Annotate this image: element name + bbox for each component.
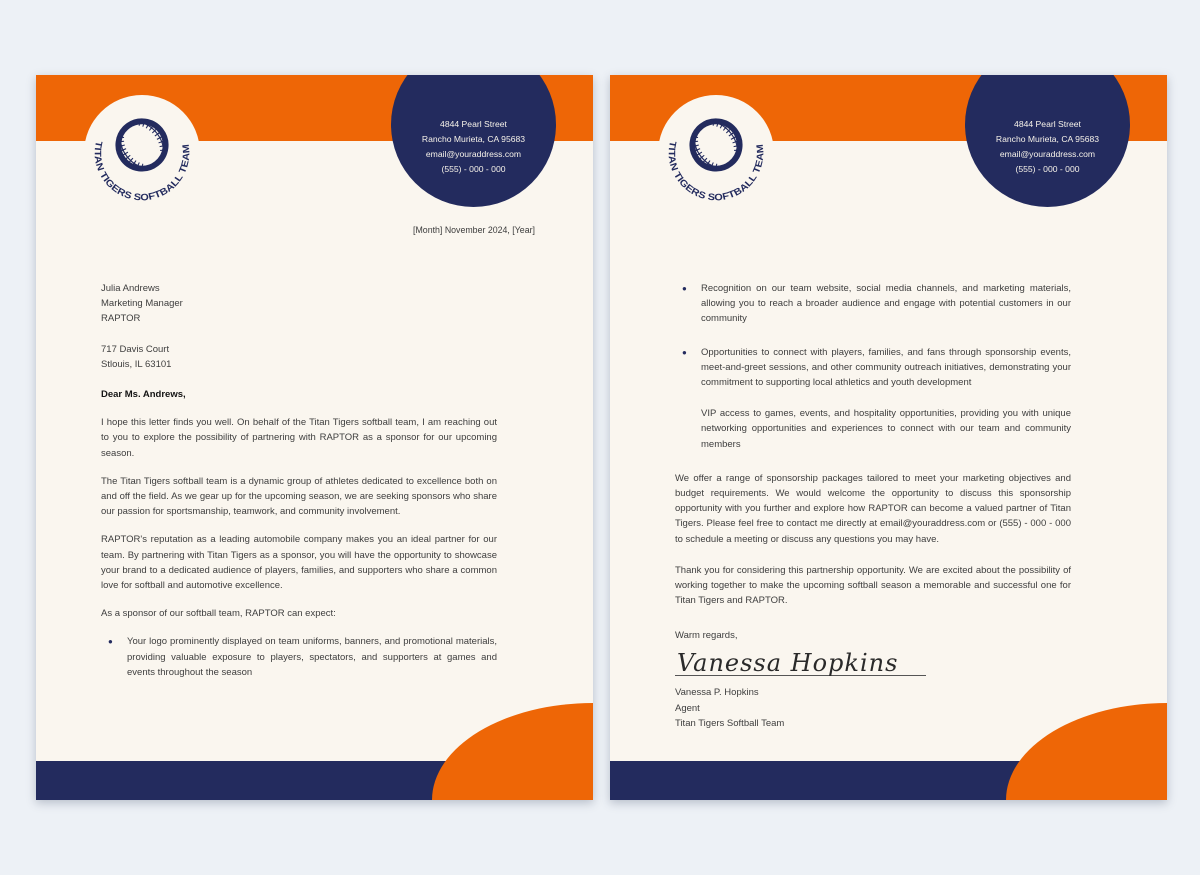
paragraph: As a sponsor of our softball team, RAPTOR can expect:	[101, 608, 336, 620]
bullet-item	[675, 281, 1071, 327]
paragraph: I hope this letter finds you well. On behalf of the Titan Tigers softball team, I am reaching out to you to explore the possibility of partnering with RAPTOR as a sponsor for our upcoming season.	[101, 417, 497, 459]
bullet-text: Recognition on our team website, social media channels, and marketing materials, allowing you to reach a broader audience and engage with potential customers in our community	[701, 283, 1071, 325]
recipient-city: Stlouis, IL 63101	[101, 358, 172, 370]
recipient-street: 717 Davis Court	[101, 343, 170, 355]
salutation: Dear Ms. Andrews,	[101, 389, 186, 401]
contact-email: email@youraddress.com	[425, 149, 522, 159]
team-logo-svg	[84, 95, 200, 211]
contact-street: 4844 Pearl Street	[440, 119, 507, 129]
team-logo-svg	[658, 95, 774, 211]
team-logo	[84, 95, 200, 211]
bullet-dot-icon: ●	[682, 347, 687, 357]
recipient-address-block	[101, 342, 497, 372]
signature-block	[675, 648, 1071, 733]
bullet-text: Opportunities to connect with players, families, and fans through sponsorship events, meet-and-greet sessions, and other community outreach initiatives, demonstrating your commitment to supporting local athletics and youth development	[701, 346, 1071, 389]
letter-page-1	[36, 75, 593, 800]
bullet-dot-icon: ●	[682, 284, 687, 293]
bullet-item	[101, 634, 497, 680]
letter-body-page-1	[101, 281, 497, 680]
logo-arc-text: TITAN TIGERS SOFTBALL TEAM	[92, 140, 192, 203]
paragraph: Thank you for considering this partnership opportunity. We are excited about the possibility of working together to make the upcoming softball season a memorable and successful one for Titan Tigers and RAPTOR.	[675, 564, 1071, 607]
bullet-dot-icon: ●	[108, 637, 113, 647]
recipient-name: Julia Andrews	[101, 283, 160, 294]
footer-orange-corner	[432, 703, 593, 800]
recipient-title: Marketing Manager	[101, 298, 183, 310]
signer-title: Agent	[675, 702, 700, 714]
paragraph: RAPTOR's reputation as a leading automobile company makes you an ideal partner for our team. By partnering with Titan Tigers as a sponsor, you will have the opportunity to showcase your brand to a dedicated audience of players, families, and supporters who share a common love for softball and automotive excellence.	[101, 534, 497, 592]
letter-date: [Month] November 2024, [Year]	[413, 225, 535, 235]
list-sub-item: VIP access to games, events, and hospitality opportunities, providing you with unique networking opportunities and experiences to connect with our team and community members	[701, 408, 1071, 450]
signer-org: Titan Tigers Softball Team	[675, 718, 785, 730]
contact-info-circle	[965, 75, 1130, 207]
letter-body-page-2	[675, 281, 1071, 732]
closing-line: Warm regards,	[675, 630, 738, 642]
handwritten-signature: Vanessa Hopkins	[675, 654, 926, 676]
signer-details	[675, 685, 1071, 732]
bullet-text: Your logo prominently displayed on team uniforms, banners, and promotional materials, providing valuable exposure to players, spectators, and supporters at games and events throughout the season	[127, 636, 497, 678]
recipient-block	[101, 281, 497, 327]
letter-page-2	[610, 75, 1167, 800]
contact-city: Rancho Murieta, CA 95683	[421, 134, 526, 144]
signer-name: Vanessa P. Hopkins	[675, 686, 759, 698]
logo-arc-text: TITAN TIGERS SOFTBALL TEAM	[666, 140, 766, 203]
team-logo	[658, 95, 774, 211]
bullet-item	[675, 345, 1071, 391]
paragraph: The Titan Tigers softball team is a dynamic group of athletes dedicated to excellence both on and off the field. As we gear up for the upcoming season, we are seeking sponsors who share our passion for sportsmanship, teamwork, and community involvement.	[101, 475, 497, 518]
recipient-company: RAPTOR	[101, 313, 141, 325]
contact-phone: (555) - 000 - 000	[1015, 164, 1080, 174]
contact-street: 4844 Pearl Street	[1014, 119, 1081, 129]
contact-city: Rancho Murieta, CA 95683	[995, 134, 1100, 144]
contact-info-circle	[391, 75, 556, 207]
paragraph: We offer a range of sponsorship packages tailored to meet your marketing objectives and budget requirements. We would welcome the opportunity to discuss this sponsorship opportunity with you further and explore how RAPTOR can become a valued partner of Titan Tigers. Please feel free to contact me directly at email@youraddress.com or (555) - 000 - 000 to schedule a meeting or discuss any questions you may have.	[675, 472, 1071, 545]
contact-phone: (555) - 000 - 000	[441, 164, 506, 174]
contact-email: email@youraddress.com	[999, 149, 1096, 159]
